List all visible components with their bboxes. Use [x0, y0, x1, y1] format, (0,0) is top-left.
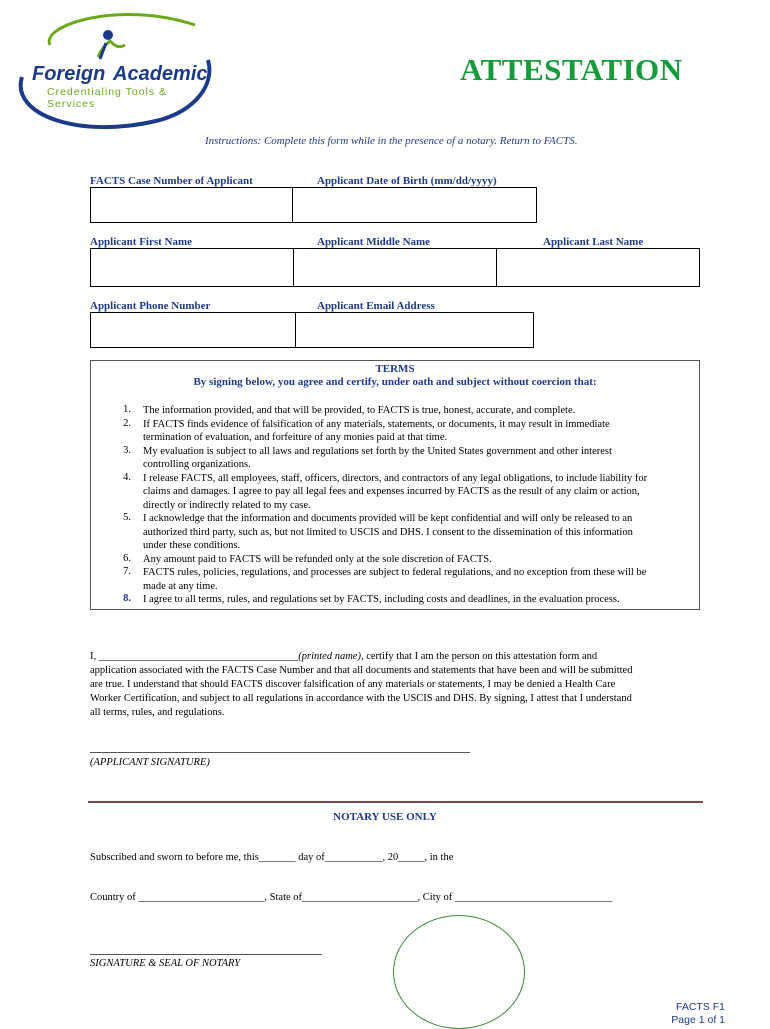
middle-name-field[interactable] [293, 248, 497, 287]
terms-subheading: By signing below, you agree and certify, under oath and subject without coercion that: [193, 376, 597, 388]
terms-item-text: I acknowledge that the information and documents provided will be kept confidential and will only be released to an [143, 513, 633, 524]
logo-word-academic: Academic [113, 63, 208, 85]
terms-item-text: I release FACTS, all employees, staff, officers, directors, and contractors of any legal obligations, to include liability for [143, 472, 648, 484]
first-name-field[interactable] [90, 248, 294, 287]
first-name-label: Applicant First Name [90, 236, 193, 248]
printed-name-hint: (printed name) [298, 651, 361, 662]
certify-line-1 [90, 650, 597, 664]
terms-item-number: 6. [123, 552, 131, 564]
case-number-field[interactable] [90, 187, 293, 223]
email-label: Applicant Email Address [317, 300, 435, 312]
middle-name-label: Applicant Middle Name [317, 236, 431, 248]
notary-sworn-line: Subscribed and sworn to before me, this_______ day of___________, 20_____, in the [90, 852, 454, 863]
footer-form-id: FACTS F1 [675, 1001, 725, 1013]
terms-item-text: under these conditions. [143, 540, 241, 551]
notary-signature-caption: SIGNATURE & SEAL OF NOTARY [90, 958, 241, 969]
email-field[interactable] [295, 312, 534, 348]
case-number-label: FACTS Case Number of Applicant [90, 175, 253, 187]
terms-item-text: FACTS rules, policies, regulations, and processes are subject to federal regulations, and no exception from these will be [143, 567, 647, 578]
terms-heading: TERMS [375, 363, 415, 375]
certify-line-4: Worker Certification, and subject to all regulations in accordance with the USCIS and DHS. By signing, I attest that I understand [90, 693, 632, 704]
footer-page-number: Page 1 of 1 [671, 1014, 725, 1026]
terms-item-text: Any amount paid to FACTS will be refunded only at the sole discretion of FACTS. [143, 553, 492, 565]
phone-label: Applicant Phone Number [90, 300, 211, 312]
terms-item-text: termination of evaluation, and forfeiture of any monies paid at that time. [143, 432, 448, 443]
terms-item-number: 1. [123, 404, 131, 415]
notary-signature-line[interactable] [90, 954, 322, 955]
last-name-label: Applicant Last Name [543, 236, 644, 248]
certify-line-3: are true. I understand that should FACTS discover falsification of any materials or statements, I may be denied a Health Care [90, 679, 616, 690]
last-name-field[interactable] [496, 248, 700, 287]
page-title: ATTESTATION [460, 52, 683, 87]
terms-item-text: If FACTS finds evidence of falsification of any materials, statements, or documents, it may result in immediate [143, 418, 610, 430]
certify-line-2: application associated with the FACTS Case Number and that all documents and statements that have been and will be submitted [90, 665, 633, 676]
dob-field[interactable] [292, 187, 537, 223]
terms-item-text: directly or indirectly related to my case. [143, 499, 311, 511]
dob-label: Applicant Date of Birth (mm/dd/yyyy) [317, 175, 497, 187]
notary-heading: NOTARY USE ONLY [333, 811, 437, 823]
certify-line-1-rest: , certify that I am the person on this attestation form and [360, 651, 598, 662]
terms-item-number: 2. [123, 417, 131, 429]
terms-item-text: made at any time. [143, 580, 218, 592]
terms-item-number: 8. [123, 593, 131, 604]
certify-line-5: all terms, rules, and regulations. [90, 707, 225, 718]
terms-item-number: 7. [123, 566, 131, 577]
terms-item-text: authorized third party, such as, but not limited to USCIS and DHS. I consent to the dissemination of this information [143, 526, 633, 538]
terms-item-text: The information provided, and that will be provided, to FACTS is true, honest, accurate, and complete. [143, 405, 576, 416]
terms-box [90, 360, 700, 610]
terms-item-text: I agree to all terms, rules, and regulations set by FACTS, including costs and deadlines, in the evaluation process. [143, 594, 620, 605]
terms-item-text: claims and damages. I agree to pay all legal fees and expenses incurred by FACTS as the result of any claim or action, [143, 486, 640, 497]
notary-seal-circle [393, 915, 525, 1029]
terms-item-number: 4. [123, 471, 131, 483]
printed-name-blank[interactable]: I, ______________________________________ [90, 651, 299, 662]
logo-tagline: Credentialing Tools & Services [47, 86, 168, 110]
terms-item-number: 3. [123, 444, 131, 456]
instructions-text: Instructions: Complete this form while in the presence of a notary. Return to FACTS. [205, 135, 578, 147]
terms-item-text: controlling organizations. [143, 459, 251, 470]
applicant-signature-line[interactable] [90, 752, 470, 753]
terms-item-text: My evaluation is subject to all laws and regulations set forth by the United States government and other interest [143, 445, 612, 457]
facts-logo [10, 5, 215, 130]
notary-location-line: Country of ________________________, State of______________________, City of ______________________________ [90, 892, 613, 903]
phone-field[interactable] [90, 312, 296, 348]
section-divider [88, 801, 703, 803]
applicant-signature-caption: (APPLICANT SIGNATURE) [90, 757, 210, 768]
logo-word-foreign: Foreign [32, 63, 106, 85]
terms-item-number: 5. [123, 512, 131, 523]
